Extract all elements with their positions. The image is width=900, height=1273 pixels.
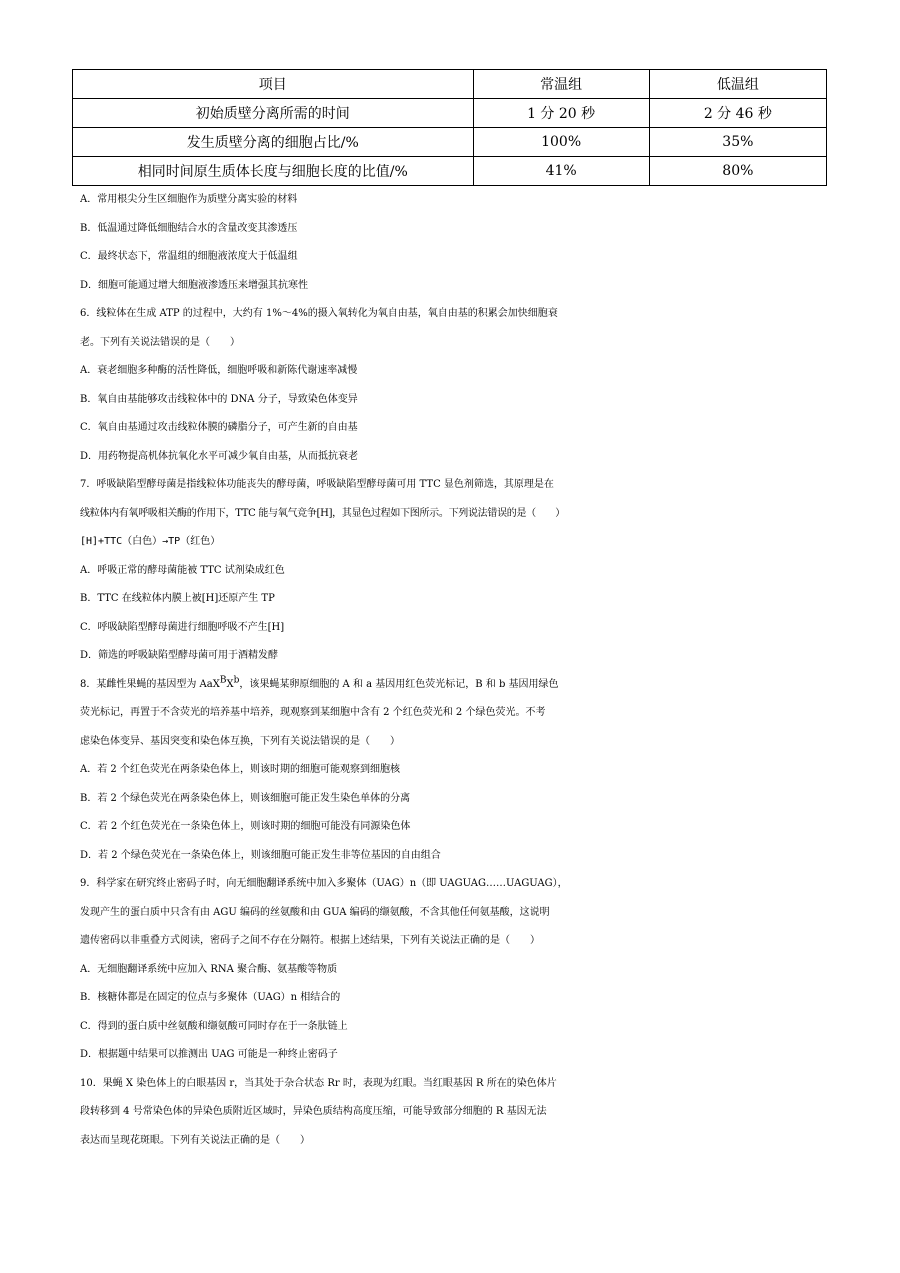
q9-stem-line: 9．科学家在研究终止密码子时，向无细胞翻译系统中加入多聚体（UAG）n（即 UAGUAG……UAGUAG）， xyxy=(80,878,568,889)
q5-option-a: A．常用根尖分生区细胞作为质壁分离实验的材料 xyxy=(80,194,298,205)
table-cell: 80% xyxy=(649,157,826,186)
table-row xyxy=(73,157,827,186)
q7-option-d: D．筛选的呼吸缺陷型酵母菌可用于酒精发酵 xyxy=(80,650,279,661)
q8-stem-post: ，该果蝇某卵原细胞的 A 和 a 基因用红色荧光标记，B 和 b 基因用绿色 xyxy=(239,678,559,690)
table-cell: 发生质壁分离的细胞占比/% xyxy=(73,128,474,157)
q10-stem-line: 10．果蝇 X 染色体上的白眼基因 r，当其处于杂合状态 Rr 时，表现为红眼。当红眼基因 R 所在的染色体片 xyxy=(80,1077,557,1089)
q8-option-c: C．若 2 个红色荧光在一条染色体上，则该时期的细胞可能没有同源染色体 xyxy=(80,821,411,832)
q9-stem-line: 发现产生的蛋白质中只含有由 AGU 编码的丝氨酸和由 GUA 编码的缬氨酸，不含其他任何氨基酸，这说明 xyxy=(80,906,550,918)
q10-stem-line: 表达而呈现花斑眼。下列有关说法正确的是（ ） xyxy=(80,1134,310,1146)
table-header-cell: 项目 xyxy=(73,70,474,99)
q8-superscript-b-lower: b xyxy=(233,675,240,686)
q8-superscript-b: B xyxy=(219,675,227,686)
q8-stem-line: 虑染色体变异、基因突变和染色体互换，下列有关说法错误的是（ ） xyxy=(80,735,400,747)
q9-option-c: C．得到的蛋白质中丝氨酸和缬氨酸可同时存在于一条肽链上 xyxy=(80,1020,348,1032)
q9-option-b: B．核糖体都是在固定的位点与多聚体（UAG）n 相结合的 xyxy=(80,992,341,1003)
table-header-row xyxy=(73,70,827,99)
table-cell: 1 分 20 秒 xyxy=(473,99,649,128)
table-cell: 35% xyxy=(649,128,826,157)
q6-option-a: A．衰老细胞多种酶的活性降低，细胞呼吸和新陈代谢速率减慢 xyxy=(80,365,358,376)
results-table xyxy=(72,69,827,186)
table-cell: 2 分 46 秒 xyxy=(649,99,826,128)
q7-stem-line: 7．呼吸缺陷型酵母菌是指线粒体功能丧失的酵母菌，呼吸缺陷型酵母菌可用 TTC 显色剂筛选，其原理是在 xyxy=(80,479,554,490)
table-header-cell: 常温组 xyxy=(473,70,649,99)
q7-equation: [H]+TTC（白色）→TP（红色） xyxy=(80,536,221,547)
table-cell: 初始质壁分离所需的时间 xyxy=(73,99,474,128)
table-row xyxy=(73,99,827,128)
table-header-cell: 低温组 xyxy=(649,70,826,99)
q8-stem-x: X xyxy=(226,678,234,690)
q7-option-a: A．呼吸正常的酵母菌能被 TTC 试剂染成红色 xyxy=(80,564,285,576)
q8-option-b: B．若 2 个绿色荧光在两条染色体上，则该细胞可能正发生染色单体的分离 xyxy=(80,792,411,804)
q9-option-d: D．根据题中结果可以推测出 UAG 可能是一种终止密码子 xyxy=(80,1049,338,1060)
q6-stem-line: 老。下列有关说法错误的是（ ） xyxy=(80,336,240,348)
q6-option-b: B．氧自由基能够攻击线粒体中的 DNA 分子，导致染色体变异 xyxy=(80,393,358,405)
q8-stem-pre: 8．某雌性果蝇的基因型为 AaX xyxy=(80,678,220,690)
q5-option-b: B．低温通过降低细胞结合水的含量改变其渗透压 xyxy=(80,222,298,234)
q8-stem-line xyxy=(80,671,830,700)
table-row xyxy=(73,128,827,157)
q5-option-c: C．最终状态下，常温组的细胞液浓度大于低温组 xyxy=(80,251,298,262)
q10-stem-line: 段转移到 4 号常染色体的异染色质附近区域时，异染色质结构高度压缩，可能导致部分细胞的 R 基因无法 xyxy=(80,1106,547,1117)
question-content xyxy=(80,186,830,1155)
table-cell: 100% xyxy=(473,128,649,157)
q9-stem-line: 遗传密码以非重叠方式阅读，密码子之间不存在分隔符。根据上述结果，下列有关说法正确的是（ ） xyxy=(80,935,540,946)
q7-option-c: C．呼吸缺陷型酵母菌进行细胞呼吸不产生[H] xyxy=(80,621,285,633)
q7-stem-line: 线粒体内有氧呼吸相关酶的作用下，TTC 能与氧气竞争[H]，其显色过程如下图所示。下列说法错误的是（ ） xyxy=(80,507,565,519)
q6-option-d: D．用药物提高机体抗氧化水平可减少氧自由基，从而抵抗衰老 xyxy=(80,450,359,462)
q8-option-a: A．若 2 个红色荧光在两条染色体上，则该时期的细胞可能观察到细胞核 xyxy=(80,764,400,775)
q6-option-c: C．氧自由基通过攻击线粒体膜的磷脂分子，可产生新的自由基 xyxy=(80,422,358,433)
q6-stem-line: 6．线粒体在生成 ATP 的过程中，大约有 1%～4%的摄入氧转化为氧自由基，氧自由基的积累会加快细胞衰 xyxy=(80,308,558,319)
table-cell: 41% xyxy=(473,157,649,186)
q8-stem-line: 荧光标记，再置于不含荧光的培养基中培养，现观察到某细胞中含有 2 个红色荧光和 2 个绿色荧光。不考 xyxy=(80,707,546,718)
q8-option-d: D．若 2 个绿色荧光在一条染色体上，则该细胞可能正发生非等位基因的自由组合 xyxy=(80,849,441,861)
q5-option-d: D．细胞可能通过增大细胞液渗透压来增强其抗寒性 xyxy=(80,279,309,291)
table-cell: 相同时间原生质体长度与细胞长度的比值/% xyxy=(73,157,474,186)
q7-option-b: B．TTC 在线粒体内膜上被[H]还原产生 TP xyxy=(80,593,275,604)
q9-option-a: A．无细胞翻译系统中应加入 RNA 聚合酶、氨基酸等物质 xyxy=(80,963,338,975)
